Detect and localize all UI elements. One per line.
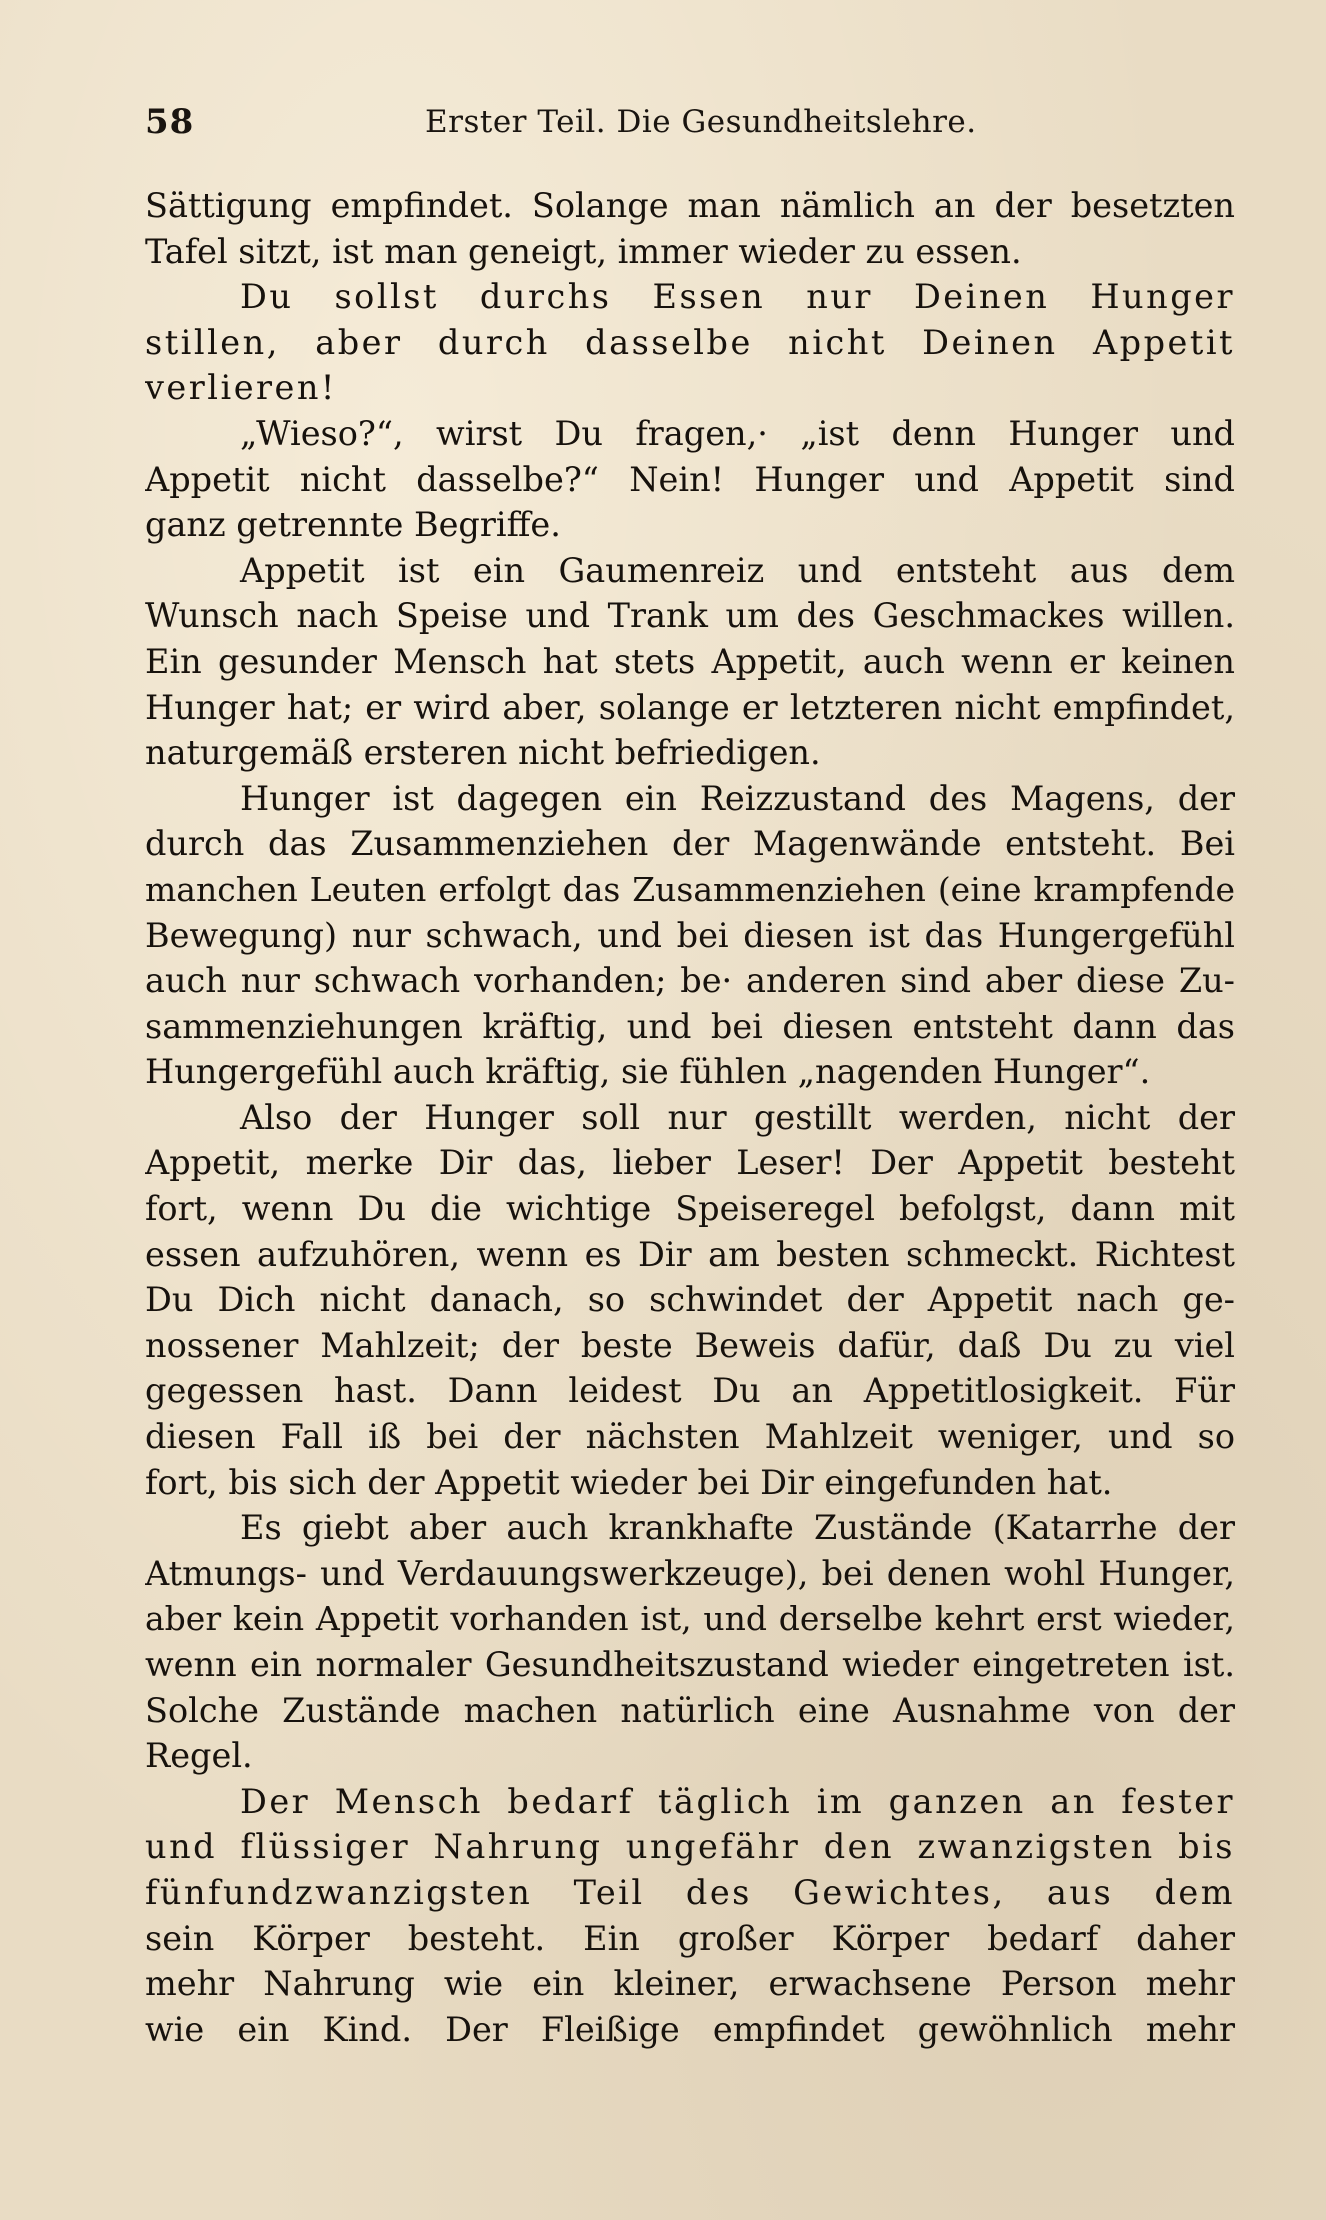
text-line: manchen Leuten erfolgt das Zusammenziehen (eine krampfende [145, 869, 1235, 909]
text-line: Du sollst durchs Essen nur Deinen Hunger [240, 277, 1235, 317]
text-line: Also der Hunger soll nur gestillt werden, nicht der [240, 1097, 1235, 1137]
text-line: Appetit nicht dasselbe?“ Nein! Hunger und Appetit sind [145, 459, 1235, 499]
text-line: fort, bis sich der Appetit wieder bei Dir eingefunden hat. [145, 1462, 1113, 1502]
text-line: Ein gesunder Mensch hat stets Appetit, auch wenn er keinen [145, 641, 1235, 681]
text-line: Appetit, merke Dir das, lieber Leser! Der Appetit besteht [145, 1143, 1235, 1183]
text-line: naturgemäß ersteren nicht befriedigen. [145, 733, 821, 773]
text-line: und flüssiger Nahrung ungefähr den zwanzigsten bis [145, 1827, 1235, 1867]
text-line: Sättigung empfindet. Solange man nämlich an der besetzten [145, 186, 1235, 225]
text-line: Es giebt aber auch krankhafte Zustände (Katarrhe der [240, 1508, 1235, 1548]
text-line: Du Dich nicht danach, so schwindet der Appetit nach ge- [145, 1280, 1235, 1320]
text-line: wenn ein normaler Gesundheitszustand wieder eingetreten ist. [145, 1645, 1235, 1684]
text-line: Hunger hat; er wird aber, solange er letzteren nicht empfindet, [145, 687, 1235, 727]
text-line: durch das Zusammenziehen der Magenwände entsteht. Bei [145, 824, 1235, 864]
body-text [145, 183, 1235, 2052]
page-number: 58 [145, 102, 195, 142]
running-head: Erster Teil. Die Gesundheitslehre. [425, 104, 977, 140]
text-line: fort, wenn Du die wichtige Speiseregel befolgst, dann mit [145, 1189, 1235, 1229]
text-line: Tafel sitzt, ist man geneigt, immer wieder zu essen. [145, 231, 1022, 271]
text-line: sammenziehungen kräftig, und bei diesen entsteht dann das [145, 1006, 1235, 1046]
text-line: Hungergefühl auch kräftig, sie fühlen „nagenden Hunger“. [145, 1052, 1151, 1092]
text-line: Appetit ist ein Gaumenreiz und entsteht aus dem [240, 550, 1235, 590]
text-line: Atmungs- und Verdauungswerkzeuge), bei denen wohl Hunger, [145, 1553, 1235, 1593]
text-line: wie ein Kind. Der Fleißige empfindet gewöhnlich mehr [145, 2009, 1235, 2049]
text-line: nossener Mahlzeit; der beste Beweis dafür, daß Du zu viel [145, 1325, 1235, 1365]
text-line: Bewegung) nur schwach, und bei diesen ist das Hungergefühl [145, 915, 1235, 955]
text-line: aber kein Appetit vorhanden ist, und derselbe kehrt erst wieder, [145, 1599, 1235, 1639]
text-line: „Wieso?“, wirst Du fragen,· „ist denn Hunger und [240, 413, 1235, 453]
text-line: verlieren! [145, 368, 337, 408]
text-line: sein Körper besteht. Ein großer Körper bedarf daher [145, 1918, 1235, 1958]
page-header [145, 102, 1245, 152]
text-line: Der Mensch bedarf täglich im ganzen an fester [240, 1781, 1235, 1821]
text-line: stillen, aber durch dasselbe nicht Deinen Appetit [145, 322, 1235, 362]
text-line: mehr Nahrung wie ein kleiner, erwachsene Person mehr [145, 1964, 1235, 2004]
text-line: gegessen hast. Dann leidest Du an Appetitlosigkeit. Für [145, 1371, 1235, 1411]
text-line: diesen Fall iß bei der nächsten Mahlzeit weniger, und so [145, 1417, 1235, 1457]
text-line: ganz getrennte Begriffe. [145, 505, 561, 545]
text-line: essen aufzuhören, wenn es Dir am besten schmeckt. Richtest [145, 1234, 1235, 1274]
text-line: Regel. [145, 1736, 253, 1776]
text-line: auch nur schwach vorhanden; be· anderen sind aber diese Zu- [145, 961, 1235, 1001]
text-line: Solche Zustände machen natürlich eine Ausnahme von der [145, 1690, 1235, 1730]
text-line: fünfundzwanzigsten Teil des Gewichtes, aus dem [145, 1872, 1235, 1912]
text-line: Hunger ist dagegen ein Reizzustand des Magens, der [240, 778, 1235, 818]
text-line: Wunsch nach Speise und Trank um des Geschmackes willen. [145, 596, 1235, 636]
